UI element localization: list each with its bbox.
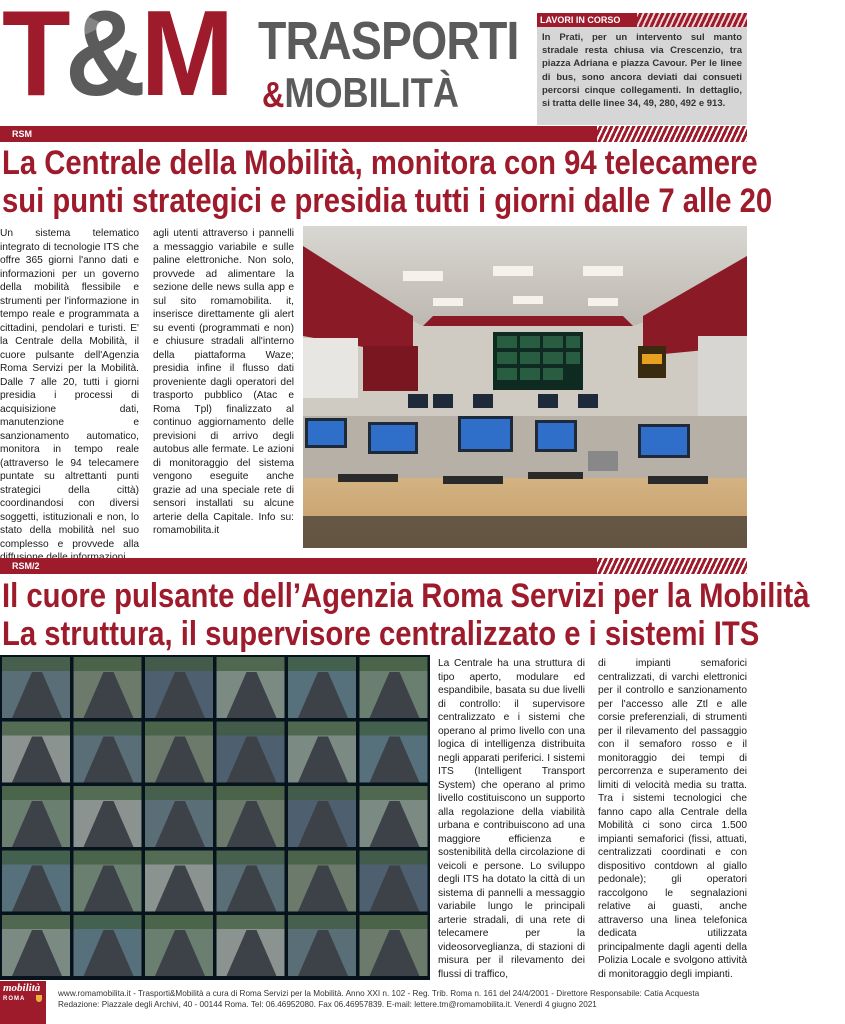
footer: [0, 981, 747, 1024]
footer-imprint: www.romamobilita.it - Trasporti&Mobilità a cura di Roma Servizi per la Mobilità. Anno XXI n. 102 - Reg. Trib. Roma n. 161 del 24/4/2001 - Direttore Responsabile: Catia Acquesta Redazione: Piazzale degli Archivi, 40 - 00144 Roma. Tel: 06.46952080. Fax 06.46957839. E-mail: lettere.tm@romamobilita.it. Venerdì 4 giugno 2021: [58, 989, 700, 1009]
play-arrow-icon: [76, 12, 108, 38]
control-room-photo: [303, 226, 747, 548]
article2-headline: Il cuore pulsante dell’Agenzia Roma Servizi per la Mobilità La struttura, il supervisore centralizzato e i sistemi ITS: [2, 577, 810, 653]
camera-wall-photo: [0, 655, 430, 980]
lavori-box: [537, 13, 747, 125]
article1-col2: agli utenti attraverso i pannelli a messaggio variabile e sulle paline elettroniche. Non solo, provvede ad alimentare la sezione delle news sulla app e sul sito romamobilita. it, inserisce direttamente gli alert su eventi (programmati e non) e chiusure stradali all'interno della piattaforma Waze; presidia infine il flusso dati proveniente dagli operatori del trasporto pubblico (Atac e Roma Tpl) finalizzato al continuo aggiornamento delle previsioni di arrivo degli autobus alle fermate. Le azioni di monitoraggio del sistema vengono eseguite anche grazie ad una speciale rete di sensori installati su alcune arterie della Capitale. Info su: romamobilita.it: [153, 228, 294, 536]
roma-shield-icon: [36, 995, 42, 1002]
article2-col2: di impianti semaforici centralizzati, di varchi elettronici per il controllo e sanzionamento per l'accesso alle Ztl e alle corsie preferenziali, di strumenti per il rilevamento del passaggio con il semaforo rosso e il monitoraggio dei tempi di percorrenza e superamento dei limiti di velocità media su tratta. Tra i sistemi tecnologici che fanno capo alla Centrale della Mobilità ci sono circa 1.500 impianti semaforici (fissi, attuati, centralizzati coordinati e con dispositivo contdown al giallo pedonale); gli operatori raccolgono le segnalazioni relative ai guasti, anche attraverso una linea telefonica dedicata utilizzata principalmente dagli agenti della Polizia Locale e svolgono attività di monitoraggio degli impianti.: [598, 658, 747, 980]
article1-headline: La Centrale della Mobilità, monitora con 94 telecamere sui punti strategici e presidia tutti i giorni dalle 7 alle 20: [2, 144, 773, 220]
section-bar-rsm: RSM: [0, 126, 747, 142]
lavori-label: LAVORI IN CORSO: [540, 15, 621, 25]
mobilita-roma-logo: mobilità ROMA: [0, 981, 46, 1024]
article1-col1: Un sistema telematico integrato di tecnologie ITS che offre 365 giorni l'anno dati e informazioni per un governo della mobilità flessibile e strumenti per l'informazione in tempo reale e programmata a cittadini, pendolari e turisti. E' la Centrale della Mobilità, il cuore pulsante dell'Agenzia Roma Servizi per la Mobilità. Dalle 7 alle 20, tutti i giorni presidia i processi di acquisizione dati, manutenzione e sanzionamento automatico, monitora in tempo reale (attraverso le 94 telecamere puntate su altrettanti punti strategici della città) coordinandosi con diversi soggetti, istituzionali e non, lo stato della mobilità nel suo complesso e provvede alla: [0, 228, 139, 550]
masthead-title: TRASPORTI &MOBILITÀ: [258, 11, 519, 116]
lavori-text: In Prati, per un intervento sul manto stradale resta chiusa via Crescenzio, tra piazza Adriana e piazza Cavour. Per le linee di bus, sono ancora deviati dai consueti percorsi cinque collegamenti. In dettaglio, si tratta delle linee 34, 49, 280, 492 e 913.: [542, 32, 742, 110]
tm-logo: T&M: [2, 0, 229, 121]
section-bar-rsm2: RSM/2: [0, 558, 747, 574]
article2-col1: La Centrale ha una struttura di tipo aperto, modulare ed espandibile, basata su due livelli di controllo: il supervisore centralizzato e i sistemi che operano al primo livello con una logica di intelligenza distribuita negli apparati periferici. I sistemi ITS (Intelligent Transport System) che operano al primo livello costituiscono un supporto alla regolazione della viabilità urbana e contribuiscono ad una maggiore efficienza e sostenibilità della circolazione di veicoli e persone. Lo sviluppo degli ITS ha dotato la città di un sistema di pannelli a messaggio variabile lungo le principali arterie stradali, di una rete di telecamere per la videosorveglianza, di stazioni di misura per il rilevamento dei flussi di traffico,: [438, 658, 585, 980]
